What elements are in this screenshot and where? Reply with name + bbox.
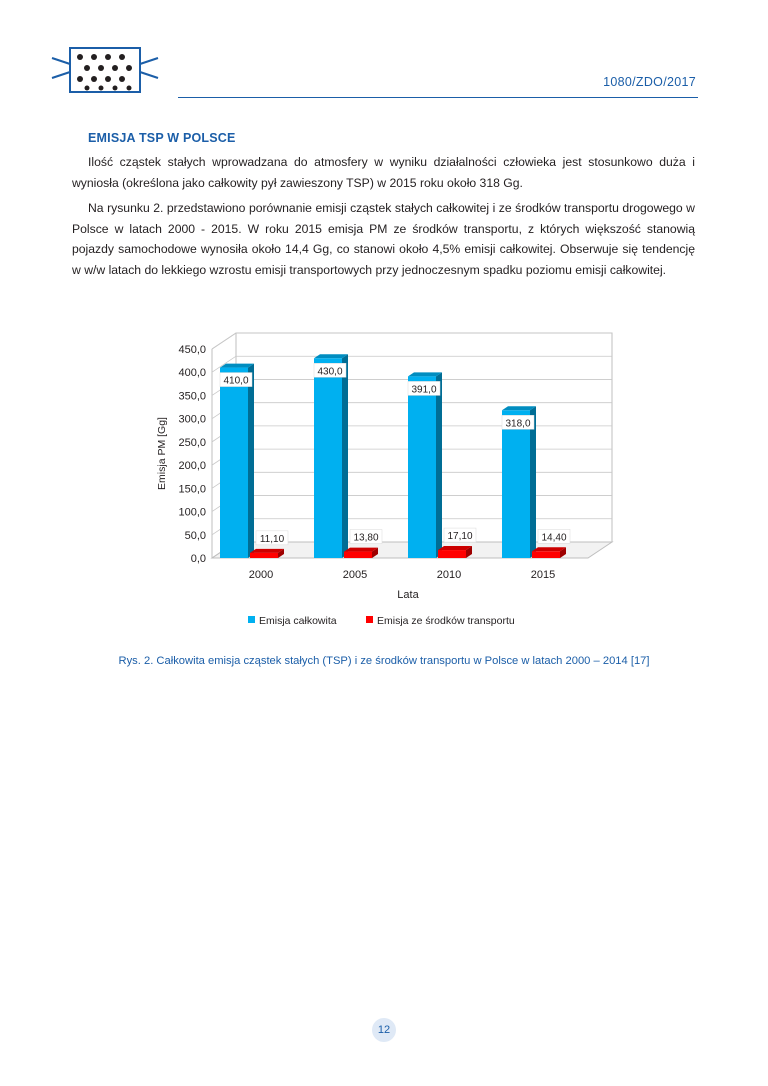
legend-label: Emisja całkowita	[259, 615, 337, 627]
bar-side	[248, 364, 254, 558]
bar-side	[436, 372, 442, 558]
y-tick-label: 50,0	[184, 529, 206, 542]
y-tick-label: 0,0	[190, 553, 206, 565]
figure-caption: Rys. 2. Całkowita emisja cząstek stałych (TSP) i ze środków transportu w Polsce w latach 2000 – 2014 [17]	[118, 655, 650, 667]
data-label: 410,0	[223, 375, 249, 387]
data-label: 14,40	[541, 532, 567, 544]
y-tick-label: 300,0	[178, 413, 206, 426]
y-tick-label: 350,0	[178, 390, 206, 403]
data-label: 13,80	[353, 532, 379, 544]
bar-total-emission	[220, 368, 248, 558]
y-tick-label: 200,0	[178, 460, 206, 473]
bar-top	[314, 354, 348, 358]
bar-side	[342, 354, 348, 558]
chart-svg	[150, 325, 620, 635]
data-label: 11,10	[259, 533, 285, 545]
emission-chart	[150, 325, 620, 635]
header-divider	[178, 97, 698, 98]
bar-top	[408, 372, 442, 376]
legend-swatch	[366, 616, 373, 623]
y-tick-label: 400,0	[178, 367, 206, 380]
legend-label: Emisja ze środków transportu	[377, 615, 515, 627]
data-label: 430,0	[317, 366, 343, 378]
bar-transport-emission	[438, 550, 466, 558]
y-tick-label: 450,0	[178, 344, 206, 356]
data-label: 391,0	[411, 384, 437, 396]
bar-total-emission	[314, 358, 342, 558]
page-number: 12	[372, 1018, 396, 1042]
y-tick-label: 250,0	[178, 436, 206, 449]
y-tick-label: 150,0	[178, 483, 206, 496]
document-number: 1080/ZDO/2017	[603, 75, 696, 89]
bar-transport-emission	[344, 552, 372, 558]
x-tick-label: 2000	[248, 569, 274, 581]
bar-transport-emission	[250, 553, 278, 558]
paragraph: Ilość cząstek stałych wprowadzana do atmosfery w wyniku działalności człowieka jest stosunkowo duża i wyniosła (określona jako całkowity pył zawieszony TSP) w 2015 roku około 318 Gg.	[72, 155, 695, 190]
bar-total-emission	[408, 376, 436, 558]
x-tick-label: 2015	[530, 569, 556, 581]
bar-transport-emission	[532, 551, 560, 558]
section-title: EMISJA TSP W POLSCE	[88, 131, 236, 145]
x-axis-title: Lata	[397, 589, 419, 601]
paragraph: Na rysunku 2. przedstawiono porównanie emisji cząstek stałych całkowitej i ze środków transportu drogowego w Polsce w latach 2000 - 2015. W roku 2015 emisja PM ze środków transportu, z których większość stanowią pojazdy samochodowe wynosiła około 14,4 Gg, co stanowi około 4,5% emisji całkowitej. Obserwuje się tendencję w w/w latach do lekkiego wzrostu emisji transportowych przy jednoczesnym spadku poziomu emisji całkowitej.	[72, 201, 695, 277]
data-label: 318,0	[505, 418, 531, 430]
particle-filter-icon	[50, 44, 162, 96]
legend-swatch	[248, 616, 255, 623]
data-label: 17,10	[447, 531, 473, 543]
x-tick-label: 2010	[436, 569, 462, 581]
x-tick-label: 2005	[342, 569, 368, 581]
bar-total-emission	[502, 410, 530, 558]
y-tick-label: 100,0	[178, 506, 206, 519]
y-axis-title: Emisja PM [Gg]	[156, 417, 168, 490]
